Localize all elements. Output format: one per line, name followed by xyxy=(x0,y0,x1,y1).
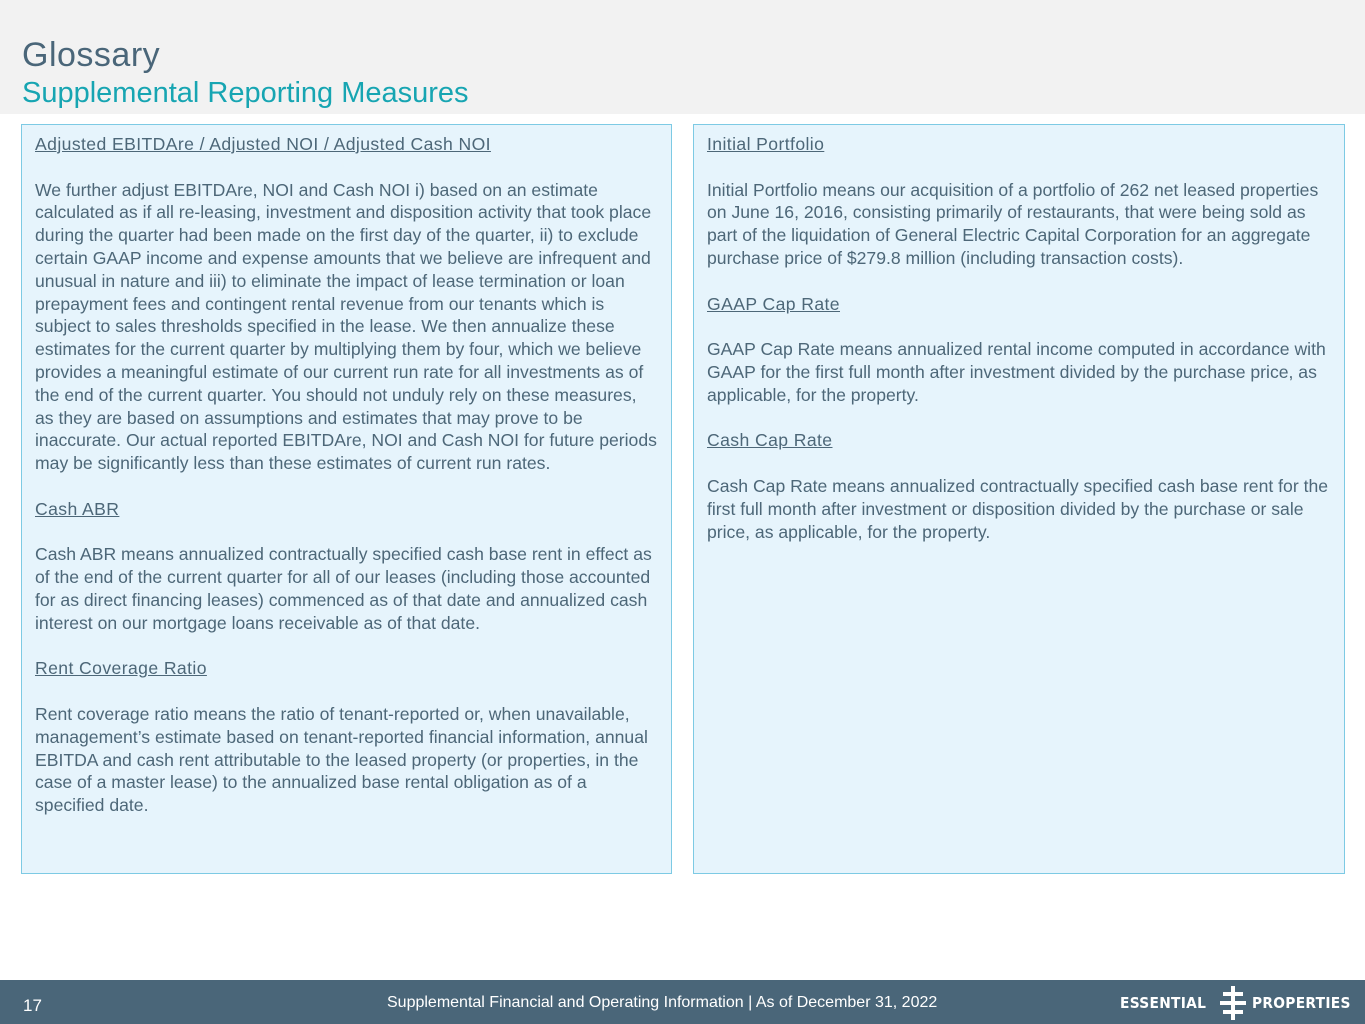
page-subtitle: Supplemental Reporting Measures xyxy=(22,77,469,109)
glossary-definition: Cash Cap Rate means annualized contractually specified cash base rent for the first full month after investment or disposition divided by the purchase or sale price, as applicable, for the property. xyxy=(707,475,1329,542)
footer-bar xyxy=(0,980,1365,1024)
glossary-definition: Rent coverage ratio means the ratio of tenant-reported or, when unavailable, management’s estimate based on tenant-reported financial information, annual EBITDA and cash rent attributable to the leased property (or properties, in the case of a master lease) to the annualized base rental obligation as of a specified date. xyxy=(35,703,648,816)
header-band xyxy=(0,0,1365,114)
glossary-panel-right xyxy=(693,124,1345,874)
page-number: 17 xyxy=(23,996,42,1015)
page-title: Glossary xyxy=(22,36,161,74)
essential-properties-mark-icon xyxy=(1220,986,1246,1020)
glossary-term: Adjusted EBITDAre / Adjusted NOI / Adjusted Cash NOI xyxy=(35,134,491,154)
glossary-term: Cash Cap Rate xyxy=(707,430,833,451)
glossary-definition: GAAP Cap Rate means annualized rental income computed in accordance with GAAP for the first full month after investment divided by the purchase price, as applicable, for the property. xyxy=(707,339,1326,405)
company-logo xyxy=(1120,989,1359,1017)
glossary-term: Rent Coverage Ratio xyxy=(35,658,207,679)
glossary-panel-left xyxy=(21,124,672,874)
glossary-term: GAAP Cap Rate xyxy=(707,293,840,314)
footer-caption: Supplemental Financial and Operating Information | As of December 31, 2022 xyxy=(387,994,938,1011)
logo-word-right: PROPERTIES xyxy=(1251,994,1351,1012)
logo-word-left: ESSENTIAL xyxy=(1120,994,1207,1012)
glossary-term: Initial Portfolio xyxy=(707,134,825,154)
glossary-definition: Initial Portfolio means our acquisition of a portfolio of 262 net leased properties on June 16, 2016, consisting primarily of restaurants, that were being sold as part of the liquidation of General Electric Capital Corporation for an aggregate purchase price of $279.8 million (including transaction costs). xyxy=(707,179,1319,268)
glossary-term: Cash ABR xyxy=(35,498,120,519)
glossary-definition: We further adjust EBITDAre, NOI and Cash NOI i) based on an estimate calculated as if all re-leasing, investment and disposition activity that took place during the quarter had been made on the first day of the quarter, ii) to exclude certain GAAP income and expense amounts that we believe are infrequent and unusual in nature and iii) to eliminate the impact of lease termination or loan prepayment fees and contingent rental revenue from our tenants which is subject to sales thresholds specified in the lease. We then annualize these estimates for the current quarter by multiplying them by four, which we believe provides a meaningful estimate of our current run rate for all investments as of the end of the current quarter. You should not unduly rely on these measures, as they are based on assumptions and estimates that may prove to be inaccurate. Our actual reported EBITDAre, NOI and Cash NOI for future periods may be significantly less than these estimates of current run rates. xyxy=(35,179,657,474)
glossary-definition: Cash ABR means annualized contractually specified cash base rent in effect as of the end of the current quarter for all of our leases (including those accounted for as direct financing leases) commenced as of that date and annualized cash interest on our mortgage loans receivable as of that date. xyxy=(35,544,652,633)
